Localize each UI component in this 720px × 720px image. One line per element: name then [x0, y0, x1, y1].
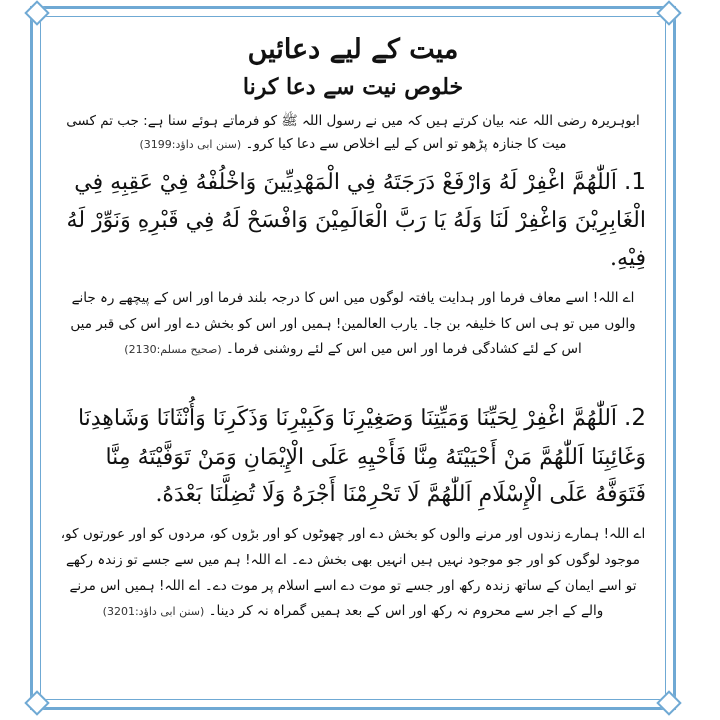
dua-2-arabic [60, 399, 646, 514]
dua-1-reference: (صحیح مسلم:2130) [124, 343, 222, 357]
dua-2-translation-text: اے اللہ! ہمارے زندوں اور مرنے والوں کو بخش دے اور چھوٹوں کو اور بڑوں کو، مردوں کو اور عورتوں کو، موجود لوگوں کو اور جو موجود نہیں ہیں انہیں بھی بخش دے۔ اے اللہ! ہم میں سے جسے تو زندہ رکھے تو اسے ایمان کے ساتھ زندہ رکھ اور جسے تو موت دے اسے اسلام پر موت دے۔ اے اللہ! ہمیں اس مرنے والے کے اجر سے محروم نہ رکھ اور اس کے بعد ہمیں گمراہ نہ کر دینا۔ [60, 526, 646, 620]
dua-1-translation-text: اے اللہ! اسے معاف فرما اور ہدایت یافتہ لوگوں میں اس کا درجہ بلند فرما اور اس کے پیچھے رہ جانے والوں میں تو ہی اس کا خلیفہ بن جا۔ یارب العالمین! ہمیں اور اس کو بخش دے اور اس کی قبر میں اس کے لئے کشادگی فرما اور اس میں اس کے لئے روشنی فرما۔ [70, 290, 636, 358]
dua-2-text: اَللّٰهُمَّ اغْفِرْ لِحَيِّنَا وَمَيِّتِنَا وَصَغِيْرِنَا وَكَبِيْرِنَا وَذَكَرِنَا وَأُنْثَانَا وَشَاهِدِنَا وَغَائِبِنَا اَللّٰهُمَّ مَنْ أَحْيَيْتَهُ مِنَّا فَأَحْيِهِ عَلَى الْإِيْمَانِ وَمَنْ تَوَفَّيْتَهُ مِنَّا فَتَوَفَّهُ عَلَى الْإِسْلَامِ اَللّٰهُمَّ لَا تَحْرِمْنَا أَجْرَهُ وَلَا تُضِلَّنَا بَعْدَهُ. [77, 406, 646, 508]
dua-2-reference: (سنن ابی داؤد:3201) [102, 605, 205, 619]
document-page [30, 6, 676, 710]
page-subtitle: خلوص نیت سے دعا کرنا [242, 74, 464, 101]
dua-1-translation [60, 286, 646, 363]
dua-2-translation [60, 522, 646, 625]
hadith-intro [60, 110, 646, 157]
hadith-intro-reference: (سنن ابی داؤد:3199) [139, 138, 242, 152]
dua-2-number: 2. [624, 405, 646, 432]
section-spacer [60, 377, 646, 393]
document-content [60, 24, 646, 690]
dua-1-arabic [60, 163, 646, 278]
dua-1-text: اَللّٰهُمَّ اغْفِرْ لَهُ وَارْفَعْ دَرَجَتَهُ فِي الْمَهْدِيِّينَ وَاخْلُفْهُ فِيْ عَقِبِهِ فِي الْغَابِرِيْنَ وَاغْفِرْ لَنَا وَلَهُ يَا رَبَّ الْعَالَمِيْنَ وَافْسَحْ لَهُ فِي قَبْرِهِ وَنَوِّرْ لَهُ فِيْهِ. [66, 169, 646, 272]
page-title: میت کے لیے دعائیں [247, 34, 459, 65]
hadith-intro-text: ابوہریرہ رضی اللہ عنہ بیان کرتے ہیں کہ میں نے رسول اللہ ﷺ کو فرماتے ہوئے سنا ہے: جب تم کسی میت کا جنازہ پڑھو تو اس کے لیے اخلاص سے دعا کیا کرو۔ [66, 112, 640, 153]
dua-1-number: 1. [624, 168, 646, 195]
